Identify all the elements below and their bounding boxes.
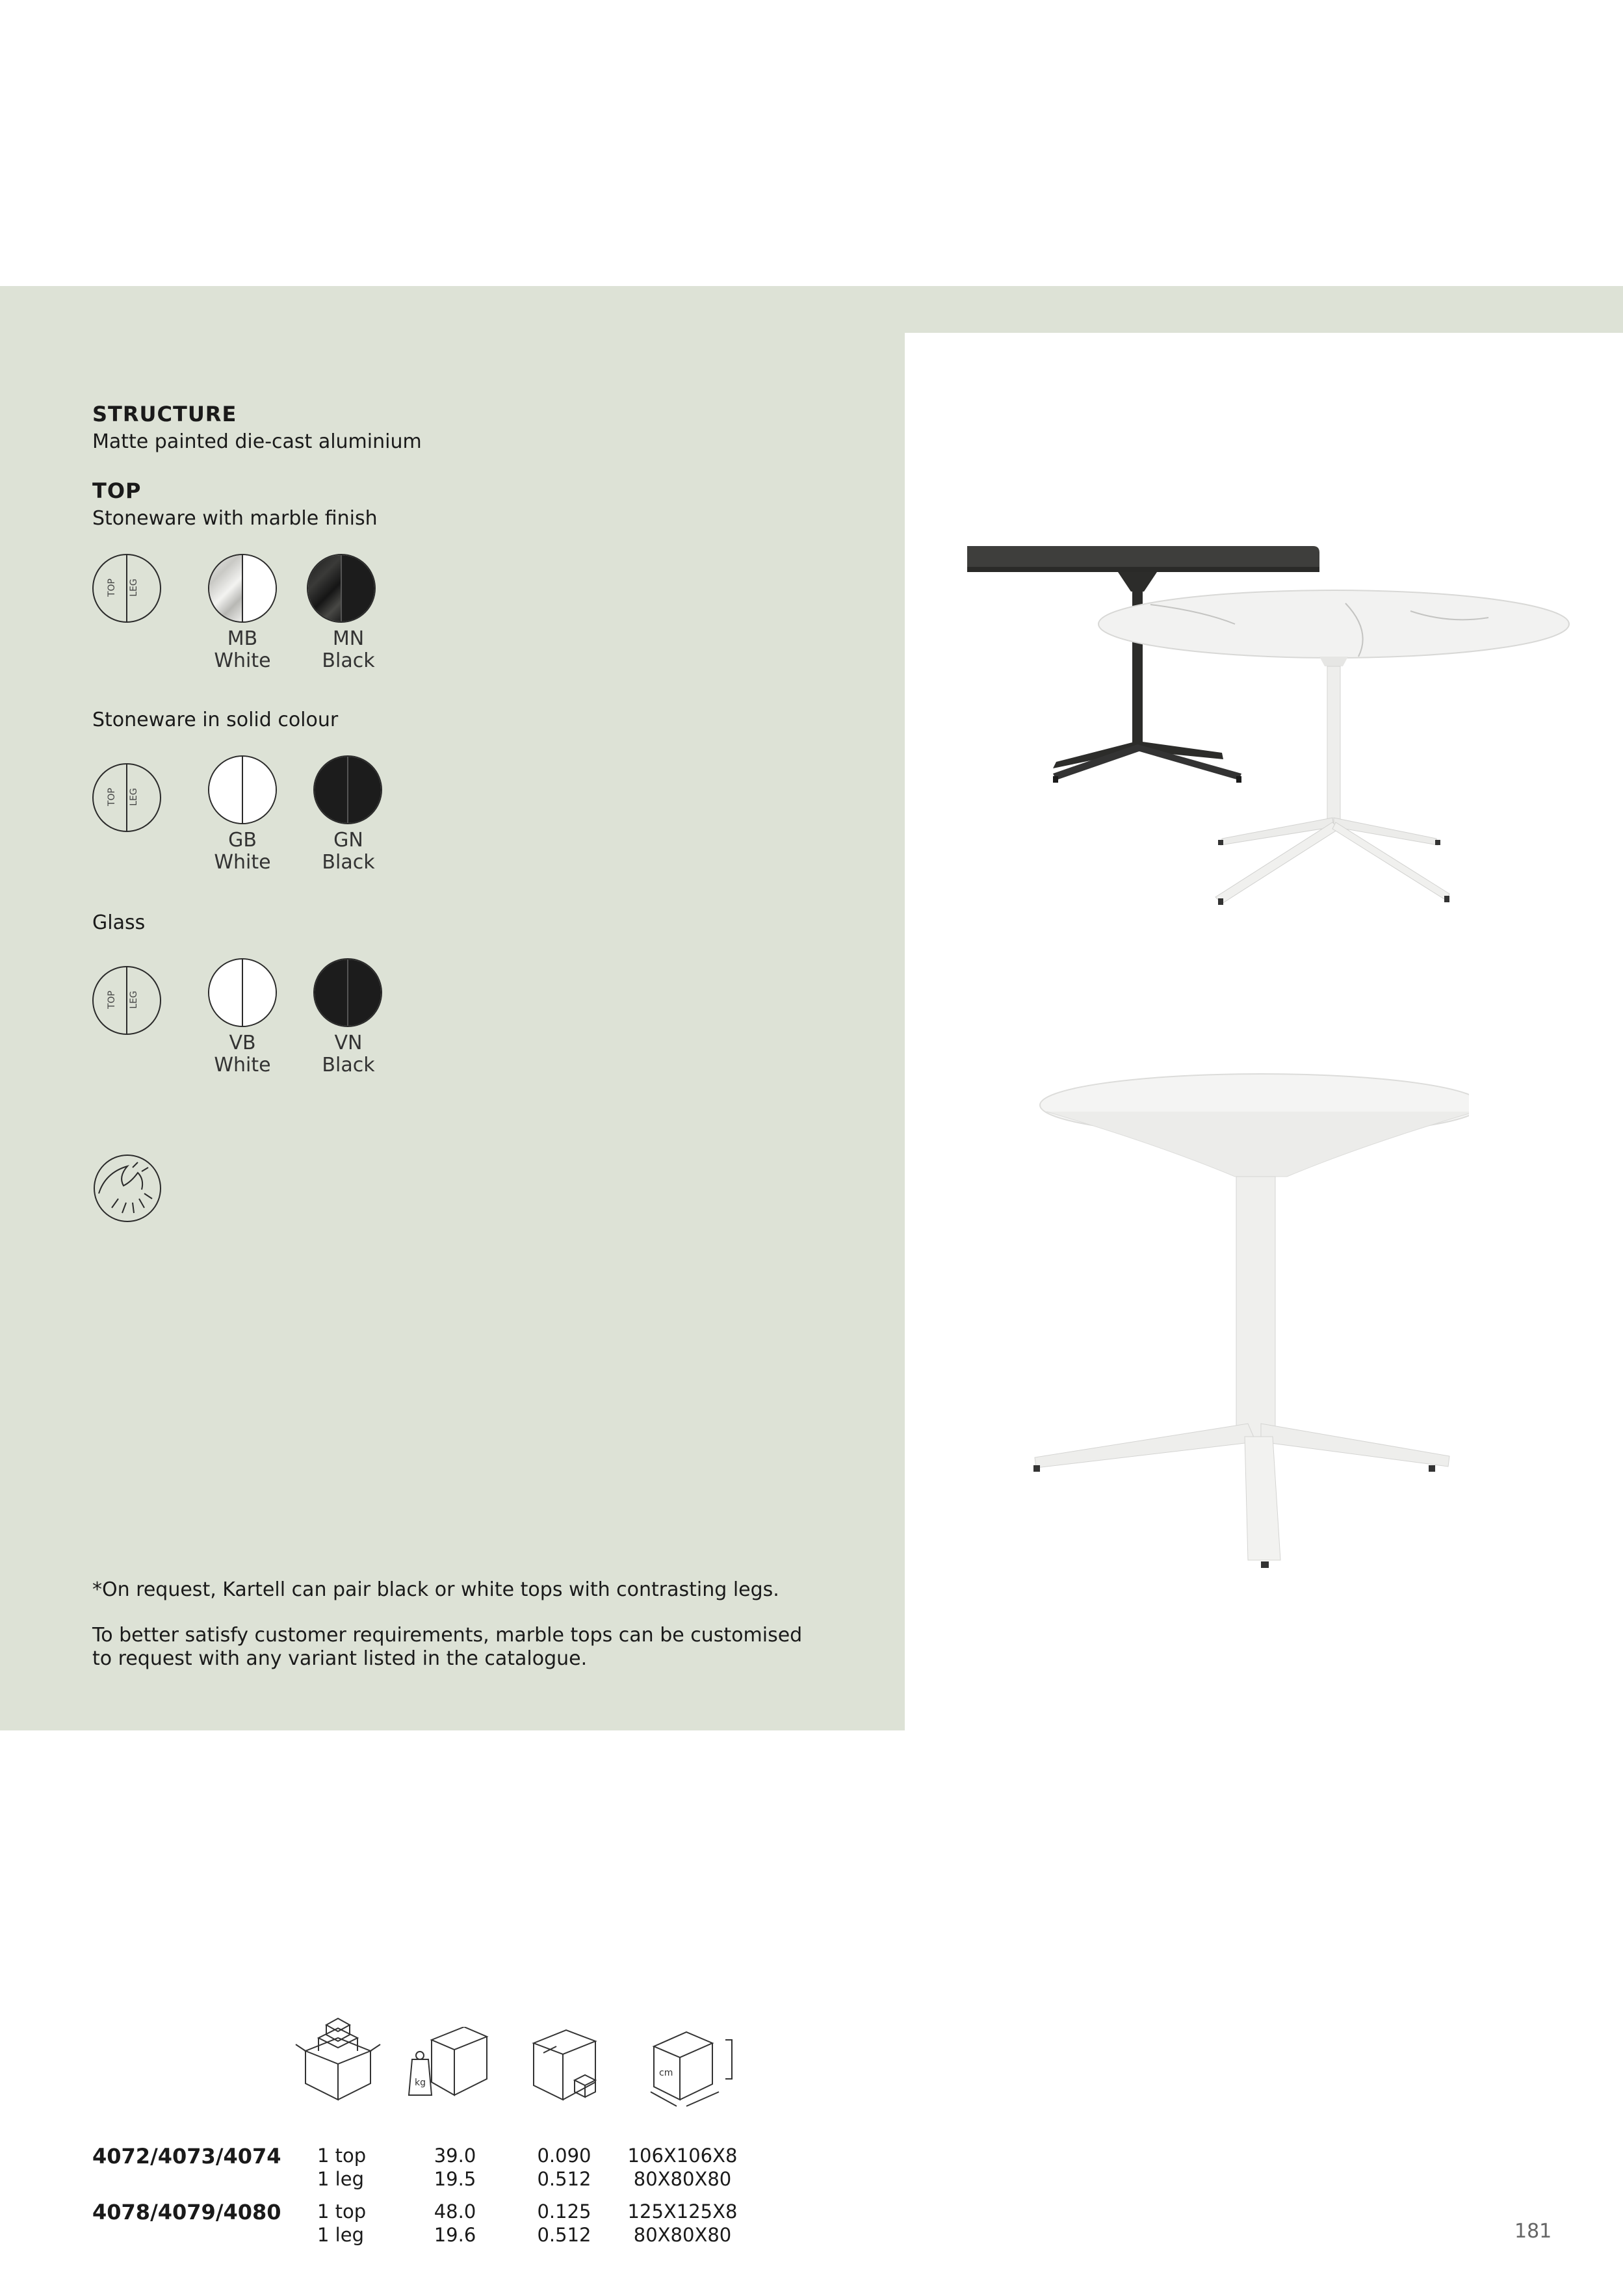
name-gn: Black: [322, 851, 375, 874]
top-leg-legend: TOP LEG: [92, 554, 161, 623]
name-gb: White: [214, 851, 271, 874]
name-vb: White: [214, 1054, 271, 1076]
swatch-gn[interactable]: [313, 755, 382, 824]
svg-text:cm: cm: [659, 2068, 673, 2078]
weight-cell: 48.0 19.6: [434, 2200, 476, 2246]
custom-note-2: to request with any variant listed in the catalogue.: [92, 1647, 588, 1670]
swatch-mn[interactable]: [307, 554, 376, 623]
svg-text:kg: kg: [415, 2078, 426, 2088]
weight-cell: 39.0 19.5: [434, 2145, 476, 2190]
packages-icon: [292, 2015, 383, 2103]
code-vn: VN: [334, 1032, 363, 1054]
volume-cell: 0.090 0.512: [537, 2145, 591, 2190]
white-table-photo: [1027, 1073, 1469, 1580]
marble-text: Stoneware with marble finish: [92, 507, 378, 530]
top-heading: TOP: [92, 478, 142, 503]
top-leg-legend: TOP LEG: [92, 966, 161, 1035]
dimensions-cell: 106X106X8 80X80X80: [627, 2145, 738, 2190]
weight-kg-icon: [406, 2027, 490, 2102]
structure-text: Matte painted die-cast aluminium: [92, 430, 422, 453]
dimensions-cm-icon: [647, 2027, 751, 2111]
volume-cell: 0.125 0.512: [537, 2200, 591, 2246]
tables-pair-photo: [955, 527, 1579, 917]
code-gn: GN: [333, 829, 363, 852]
code-mn: MN: [332, 627, 365, 650]
glass-text: Glass: [92, 911, 146, 934]
swatch-gb[interactable]: [208, 755, 277, 824]
custom-note-1: To better satisfy customer requirements, marble tops can be customised: [92, 1624, 803, 1647]
structure-heading: STRUCTURE: [92, 402, 237, 426]
parts-cell: 1 top 1 leg: [317, 2200, 367, 2246]
volume-icon: [530, 2027, 602, 2102]
name-vn: Black: [322, 1054, 375, 1076]
page-number: 181: [1514, 2220, 1552, 2243]
swatch-mb[interactable]: [208, 554, 277, 623]
pairing-note: *On request, Kartell can pair black or white tops with contrasting legs.: [92, 1578, 779, 1601]
top-leg-legend: TOP LEG: [92, 763, 161, 832]
solid-text: Stoneware in solid colour: [92, 709, 339, 731]
product-code-1: 4072/4073/4074: [92, 2144, 281, 2169]
product-code-2: 4078/4079/4080: [92, 2200, 281, 2224]
swatch-vb[interactable]: [208, 958, 277, 1027]
swatch-vn[interactable]: [313, 958, 382, 1027]
code-gb: GB: [228, 829, 257, 852]
name-mb: White: [214, 649, 271, 672]
weather-resistant-icon: [92, 1153, 162, 1223]
code-vb: VB: [229, 1032, 256, 1054]
dimensions-cell: 125X125X8 80X80X80: [627, 2200, 738, 2246]
code-mb: MB: [227, 627, 258, 650]
parts-cell: 1 top 1 leg: [317, 2145, 367, 2190]
name-mn: Black: [322, 649, 375, 672]
